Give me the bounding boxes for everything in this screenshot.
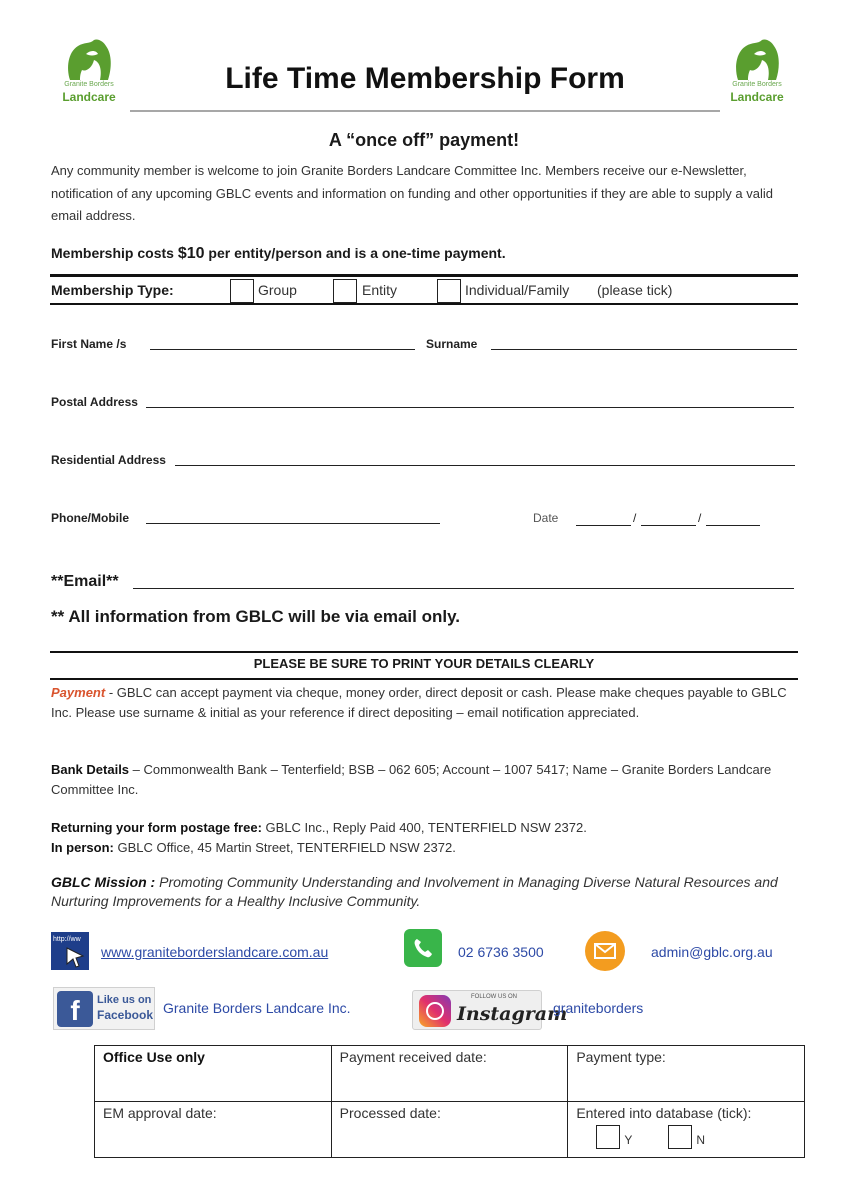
returning-postage-label: Returning your form postage free: bbox=[51, 820, 262, 835]
email-field[interactable] bbox=[133, 588, 794, 589]
print-bottom-rule bbox=[50, 678, 798, 680]
bank-details-label: Bank Details bbox=[51, 762, 130, 777]
membership-type-label: Membership Type: bbox=[51, 282, 174, 298]
postal-address-field[interactable] bbox=[146, 407, 794, 408]
table-row bbox=[95, 1046, 805, 1102]
facebook-icon: f bbox=[57, 991, 93, 1027]
residential-address-field[interactable] bbox=[175, 465, 795, 466]
title-divider bbox=[130, 110, 720, 112]
membership-costs bbox=[51, 245, 506, 263]
date-label: Date bbox=[533, 511, 559, 525]
option-group-label: Group bbox=[258, 282, 297, 298]
database-yes-label: Y bbox=[624, 1133, 633, 1147]
membership-bottom-rule bbox=[50, 303, 798, 305]
phone-mobile-field[interactable] bbox=[146, 523, 440, 524]
option-individual-label: Individual/Family bbox=[465, 282, 570, 298]
print-top-rule bbox=[50, 651, 798, 653]
option-entity-label: Entity bbox=[362, 282, 398, 298]
intro-paragraph: Any community member is welcome to join Granite Borders Landcare Committee Inc. Members receive our e-Newsletter, notification of any upcoming GBLC events and information on funding and other opportunities if they are able to supply a valid email address. bbox=[51, 163, 773, 223]
date-separator: / bbox=[698, 511, 702, 525]
first-name-label: First Name /s bbox=[51, 337, 127, 351]
entity-checkbox[interactable] bbox=[333, 279, 357, 303]
form-title: Life Time Membership Form bbox=[225, 62, 625, 95]
email-label: **Email** bbox=[51, 573, 119, 590]
mission-statement bbox=[51, 873, 796, 911]
facebook-badge-line2: Facebook bbox=[97, 1008, 154, 1022]
website-link[interactable]: www.graniteborderslandcare.com.au bbox=[101, 944, 329, 960]
facebook-name[interactable]: Granite Borders Landcare Inc. bbox=[163, 1000, 351, 1016]
email-envelope-icon bbox=[585, 931, 625, 971]
surname-label: Surname bbox=[426, 337, 478, 351]
in-person-label: In person: bbox=[51, 839, 114, 855]
residential-address-label: Residential Address bbox=[51, 453, 166, 467]
logo-line2: Landcare bbox=[62, 90, 116, 104]
payment-received-date-cell[interactable]: Payment received date: bbox=[331, 1046, 568, 1102]
postal-address-label: Postal Address bbox=[51, 395, 138, 409]
instagram-badge-line1: FOLLOW US ON bbox=[471, 994, 518, 1000]
returning-postage-text: GBLC Inc., Reply Paid 400, TENTERFIELD NSW 2372. bbox=[261, 820, 587, 835]
phone-mobile-label: Phone/Mobile bbox=[51, 511, 129, 525]
logo-left bbox=[56, 38, 122, 108]
payment-text: - GBLC can accept payment via cheque, money order, direct deposit or cash. Please make cheques payable to GBLC Inc. Please use surname & initial as your reference if direct depositing – email notification appreciated. bbox=[51, 685, 787, 720]
tick-hint: (please tick) bbox=[597, 282, 673, 298]
individual-family-checkbox[interactable] bbox=[437, 279, 461, 303]
instagram-badge-line2: Instagram bbox=[457, 1003, 568, 1025]
office-use-only-cell: Office Use only bbox=[95, 1046, 332, 1102]
entered-into-database-cell bbox=[568, 1102, 805, 1158]
entered-into-database-label: Entered into database (tick): bbox=[576, 1105, 752, 1121]
mission-label: GBLC Mission : bbox=[51, 874, 156, 890]
date-month-field[interactable] bbox=[641, 525, 696, 526]
office-use-table bbox=[94, 1045, 805, 1158]
facebook-badge[interactable] bbox=[53, 987, 155, 1030]
group-checkbox[interactable] bbox=[230, 279, 254, 303]
surname-field[interactable] bbox=[491, 349, 797, 350]
membership-top-rule bbox=[50, 274, 798, 277]
date-year-field[interactable] bbox=[706, 525, 760, 526]
database-no-checkbox[interactable] bbox=[668, 1125, 692, 1149]
returning-paragraph bbox=[51, 818, 796, 857]
em-approval-date-cell[interactable]: EM approval date: bbox=[95, 1102, 332, 1158]
costs-after: per entity/person and is a one-time payment. bbox=[204, 245, 506, 261]
logo-line2: Landcare bbox=[730, 90, 784, 104]
print-notice: PLEASE BE SURE TO PRINT YOUR DETAILS CLEARLY bbox=[253, 656, 595, 671]
processed-date-cell[interactable]: Processed date: bbox=[331, 1102, 568, 1158]
phone-icon bbox=[404, 929, 442, 967]
database-tick-group bbox=[576, 1125, 796, 1151]
costs-before: Membership costs bbox=[51, 245, 178, 261]
logo-right bbox=[724, 38, 790, 108]
table-row bbox=[95, 1102, 805, 1158]
landcare-logo-icon bbox=[64, 38, 114, 82]
payment-word: Payment bbox=[51, 685, 106, 700]
first-name-field[interactable] bbox=[150, 349, 415, 350]
mission-text: Promoting Community Understanding and Involvement in Managing Diverse Natural Resources and Nurturing Improvements for a Healthy Inclusive Community. bbox=[51, 874, 778, 909]
payment-type-cell[interactable]: Payment type: bbox=[568, 1046, 805, 1102]
logo-line1: Granite Borders bbox=[64, 81, 114, 88]
bank-details-text: – Commonwealth Bank – Tenterfield; BSB – 062 605; Account – 1007 5417; Name – Granite Borders Landcare Committee Inc. bbox=[51, 762, 772, 797]
date-separator: / bbox=[633, 511, 637, 525]
landcare-logo-icon bbox=[732, 38, 782, 82]
email-only-note: ** All information from GBLC will be via email only. bbox=[51, 607, 461, 626]
web-link-icon bbox=[51, 932, 89, 970]
payment-paragraph bbox=[51, 683, 796, 722]
logo-line1: Granite Borders bbox=[732, 81, 782, 88]
phone-number[interactable]: 02 6736 3500 bbox=[458, 944, 544, 960]
instagram-handle[interactable]: graniteborders bbox=[553, 1000, 644, 1016]
email-address[interactable]: admin@gblc.org.au bbox=[651, 944, 773, 960]
form-subtitle: A “once off” payment! bbox=[328, 130, 520, 150]
bank-details-paragraph bbox=[51, 760, 796, 799]
facebook-badge-line1: Like us on bbox=[97, 994, 152, 1006]
instagram-badge[interactable] bbox=[412, 990, 568, 1030]
costs-amount: $10 bbox=[177, 245, 205, 262]
database-yes-checkbox[interactable] bbox=[596, 1125, 620, 1149]
date-day-field[interactable] bbox=[576, 525, 631, 526]
in-person-text: GBLC Office, 45 Martin Street, TENTERFIELD NSW 2372. bbox=[113, 839, 456, 855]
web-icon-text: http://ww bbox=[53, 936, 81, 943]
database-no-label: N bbox=[696, 1133, 705, 1147]
instagram-icon bbox=[419, 995, 451, 1027]
